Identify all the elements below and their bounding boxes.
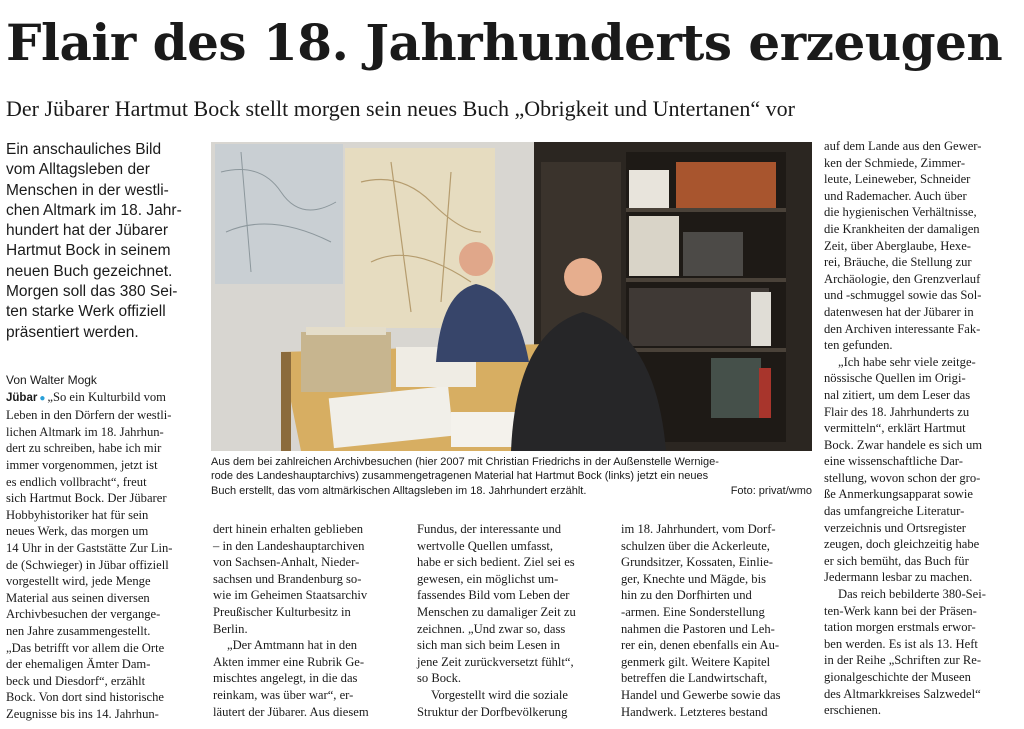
text-line: Archäologie, den Grenzverlauf xyxy=(824,271,981,286)
text-line: die hygienischen Verhältnisse, xyxy=(824,205,977,220)
text-line: leute, Leineweber, Schneider xyxy=(824,172,971,187)
text-line: von Sachsen-Anhalt, Nieder- xyxy=(213,555,360,570)
text-line: erschienen. xyxy=(824,703,881,718)
text-line: die Krankheiten der damaligen xyxy=(824,221,980,236)
text-line: stellung, wovon schon der gro- xyxy=(824,470,981,485)
text-line: neues Werk, das morgen um xyxy=(6,524,149,539)
lead-line: Morgen soll das 380 Sei- xyxy=(6,283,178,301)
text-line: immer vorgenommen, jetzt ist xyxy=(6,457,158,472)
article-column-2 xyxy=(213,521,409,720)
lead-line: vom Alltagsleben der xyxy=(6,161,150,179)
text-line: ten gefunden. xyxy=(824,338,893,353)
text-line: jene Zeit zurückversetzt fühlt“, xyxy=(417,654,574,669)
text-line: in der Reihe „Schriften zur Re- xyxy=(824,653,982,668)
text-line: vermitteln“, erklärt Hartmut xyxy=(824,421,966,436)
text-line: zeugen, doch gleichzeitig habe xyxy=(824,537,980,552)
text-line: den Archiven interessante Fak- xyxy=(824,321,981,336)
text-line: -armen. Eine Sonderstellung xyxy=(621,604,765,619)
text-line: Handwerk. Letzteres bestand xyxy=(621,704,768,719)
text-line: nen Jahre zusammengestellt. xyxy=(6,623,151,638)
text-line: nal zitiert, um dem Leser das xyxy=(824,387,971,402)
lead-line: hundert hat der Jübarer xyxy=(6,222,168,240)
text-line: Material aus seinen diversen xyxy=(6,590,150,605)
text-line: ben werden. Es ist als 13. Heft xyxy=(824,636,978,651)
text-line: Struktur der Dorfbevölkerung xyxy=(417,704,568,719)
text-line: Bock. Zwar handele es sich um xyxy=(824,437,983,452)
text-line: so Bock. xyxy=(417,671,462,686)
text-line: Fundus, der interessante und xyxy=(417,522,562,536)
headline: Flair des 18. Jahrhunderts erzeugen xyxy=(6,13,1003,72)
text-line: wertvolle Quellen umfasst, xyxy=(417,538,554,553)
text-line: läutert der Jübarer. Aus diesem xyxy=(213,704,369,719)
text-line: hin zu den Dorfhirten und xyxy=(621,588,752,603)
text-line: und -schmuggel sowie das Sol- xyxy=(824,288,982,303)
photo-caption xyxy=(211,455,812,498)
archive-scene-illustration xyxy=(211,142,812,451)
text-line: Berlin. xyxy=(213,621,248,636)
text-line: ten-Werk kann bei der Präsen- xyxy=(824,603,977,618)
text-line: mischtes angelegt, in die das xyxy=(213,671,358,686)
text-line: sachsen und Brandenburg so- xyxy=(213,571,362,586)
text-line: tation morgen erstmals erwor- xyxy=(824,620,976,635)
text-line: rer ein, denen ebenfalls ein Au- xyxy=(621,638,780,653)
text-line: wie im Geheimen Staatsarchiv xyxy=(213,588,368,603)
text-line: er sich bemüht, das Buch für xyxy=(824,553,969,568)
text-line: des Altmarkkreises Salzwedel“ xyxy=(824,686,981,701)
text-line: das umfangreiche Literatur- xyxy=(824,504,965,519)
photo-credit: Foto: privat/wmo xyxy=(730,484,812,497)
text-line: nahmen die Pastoren und Leh- xyxy=(621,621,775,636)
text-line: ger, Knechte und Mägde, bis xyxy=(621,571,766,586)
text-line: beck und Diesdorf“, erzählt xyxy=(6,673,146,688)
lead-paragraph xyxy=(6,140,202,343)
text-line: dert zu schreiben, habe ich mir xyxy=(6,441,162,456)
text-line: sich Hartmut Bock. Der Jübarer xyxy=(6,491,167,506)
text-line: Zeugnisse bis ins 14. Jahrhun- xyxy=(6,706,159,721)
article-column-3 xyxy=(417,521,613,720)
lead-line: chen Altmark im 18. Jahr- xyxy=(6,201,182,219)
caption-line: Aus dem bei zahlreichen Archivbesuchen (hier 2007 mit Christian Friedrichs in der Außenstelle Wernige- xyxy=(211,456,719,468)
text-line: Preußischer Kulturbesitz in xyxy=(213,604,351,619)
text-line: 14 Uhr in der Gaststätte Zur Lin- xyxy=(6,540,173,555)
text-line: Handel und Gewerbe sowie das xyxy=(621,687,781,702)
text-line: sich man sich beim Lesen in xyxy=(417,638,561,653)
text-line: Leben in den Dörfern der westli- xyxy=(6,408,172,423)
article-column-5 xyxy=(824,138,1020,719)
article-column-4 xyxy=(621,521,815,720)
text-line: im 18. Jahrhundert, vom Dorf- xyxy=(621,522,776,536)
text-line: gewesen, ein möglichst um- xyxy=(417,571,559,586)
text-line: datenwesen hat der Jübarer in xyxy=(824,304,974,319)
text-line: Grundsitzer, Kossaten, Einlie- xyxy=(621,555,773,570)
text-line: Das reich bebilderte 380-Sei- xyxy=(838,587,986,602)
text-line: betreffen die Landwirtschaft, xyxy=(621,671,768,686)
lead-line: ten starke Werk offiziell xyxy=(6,303,166,321)
caption-line: rode des Landeshauptarchivs) zusammengetragenen Material hat Hartmut Bock (links) jetzt ein neues xyxy=(211,470,709,483)
text-line: ken der Schmiede, Zimmer- xyxy=(824,155,966,170)
text-line: rei, Bräuche, die Stellung zur xyxy=(824,255,972,270)
text-line: Vorgestellt wird die soziale xyxy=(431,687,568,702)
text-line: Hobbyhistoriker hat für sein xyxy=(6,507,149,522)
text-line: eine wissenschaftliche Dar- xyxy=(824,454,963,469)
text-line: und Rademacher. Auch über xyxy=(824,188,967,203)
lead-line: Hartmut Bock in seinem xyxy=(6,242,171,260)
text-line: „Das betrifft vor allem die Orte xyxy=(6,640,165,655)
dateline-line xyxy=(6,389,204,408)
text-line: verzeichnis und Ortsregister xyxy=(824,520,966,535)
text-line: de (Schwieger) in Jübar offiziell xyxy=(6,557,169,572)
lead-line: präsentiert werden. xyxy=(6,323,139,341)
text-line: habe er sich bedient. Ziel sei es xyxy=(417,555,575,570)
dateline: Jübar xyxy=(6,391,38,404)
text-line: – in den Landeshauptarchiven xyxy=(213,538,365,553)
text-line: Akten immer eine Rubrik Ge- xyxy=(213,654,365,669)
text-line: Zeit, über Aberglaube, Hexe- xyxy=(824,238,971,253)
text-line: reinkam, was über war“, er- xyxy=(213,687,354,702)
text-line: es endlich vollbracht“, freut xyxy=(6,474,147,489)
text-line: „Ich habe sehr viele zeitge- xyxy=(838,354,976,369)
text-line: fassendes Bild vom Leben der xyxy=(417,588,570,603)
text-line: Bock. Von dort sind historische xyxy=(6,690,165,705)
byline: Von Walter Mogk xyxy=(6,373,97,387)
text-line: lichen Altmark im 18. Jahrhun- xyxy=(6,424,164,439)
caption-line: Buch erstellt, das vom altmärkischen Alltagsleben im 18. Jahrhundert erzählt. xyxy=(211,484,587,497)
text-line: dert hinein erhalten geblieben xyxy=(213,522,364,536)
text-line: Menschen zu damaliger Zeit zu xyxy=(417,604,576,619)
text-line: der ehemaligen Ämter Dam- xyxy=(6,657,151,672)
col1-first-line: „So ein Kulturbild vom xyxy=(47,389,166,404)
text-line: Flair des 18. Jahrhunderts zu xyxy=(824,404,970,419)
text-line: zeichnen. „Und zwar so, dass xyxy=(417,621,566,636)
text-line: Jedermann lesbar zu machen. xyxy=(824,570,973,585)
text-line: „Der Amtmann hat in den xyxy=(227,638,358,653)
lead-line: Menschen in der westli- xyxy=(6,181,169,199)
text-line: Archivbesuchen der vergange- xyxy=(6,607,161,622)
bullet-dot-icon: ● xyxy=(39,392,46,404)
text-line: genmerk gilt. Weitere Kapitel xyxy=(621,654,771,669)
article-photo xyxy=(211,142,812,451)
article-column-1 xyxy=(6,372,204,722)
text-line: gionalgeschichte der Museen xyxy=(824,670,971,684)
lead-line: neuen Buch gezeichnet. xyxy=(6,262,173,280)
text-line: vorgestellt wird, jede Menge xyxy=(6,574,151,589)
text-line: nössische Quellen im Origi- xyxy=(824,371,966,386)
lead-line: Ein anschauliches Bild xyxy=(6,141,162,158)
subheadline: Der Jübarer Hartmut Bock stellt morgen sein neues Buch „Obrigkeit und Untertanen“ vor xyxy=(6,96,795,121)
text-line: schulzen über die Ackerleute, xyxy=(621,538,770,553)
text-line: auf dem Lande aus den Gewer- xyxy=(824,139,982,153)
text-line: ße Anmerkungsapparat sowie xyxy=(824,487,973,502)
